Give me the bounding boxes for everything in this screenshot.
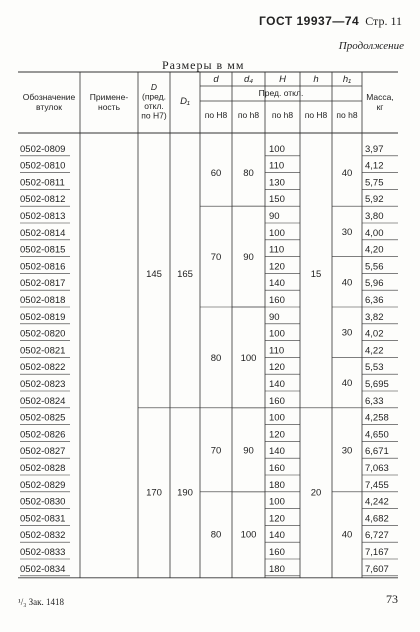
H-cell: 130 [269,177,285,189]
col-header-D-3: по H7) [141,110,167,121]
units-caption: Размеры в мм [162,58,245,72]
H-cell: 160 [269,395,285,407]
col-header-designation: Обозначение [22,92,76,102]
H-cell: 120 [269,513,285,525]
mass-cell: 6,727 [365,530,389,542]
designation-cell: 0502-0824 [20,395,66,407]
designation-cell: 0502-0814 [20,227,66,239]
designation-cell: 0502-0832 [20,530,66,542]
d-cell: 80 [210,529,222,541]
mass-cell: 4,22 [365,345,384,357]
mass-cell: 7,063 [365,463,389,474]
col-header-application-2: ность [98,102,120,112]
designation-cell: 0502-0833 [20,547,66,558]
col-header-d: d [213,74,219,85]
mass-cell: 4,20 [365,244,384,256]
mass-cell: 4,682 [365,513,389,525]
designation-cell: 0502-0829 [20,479,66,491]
mass-cell: 5,75 [365,177,384,189]
mass-cell: 5,53 [365,362,384,374]
d-cell: 80 [210,352,222,364]
designation-cell: 0502-0815 [20,244,66,256]
col-header-h: h [313,74,319,85]
H-cell: 140 [269,379,285,390]
mass-cell: 4,00 [365,227,384,239]
h1-cell: 40 [341,529,353,541]
h1-cell: 30 [341,445,353,457]
D1-cell: 190 [177,487,193,499]
mass-cell: 5,96 [365,278,384,290]
page-number-label: Стр. 11 [365,14,402,28]
d4-cell: 80 [243,168,254,180]
d-cell: 70 [210,445,222,457]
col-header-designation-2: втулок [36,102,62,112]
D-cell: 145 [146,268,162,280]
mass-cell: 5,695 [365,379,389,390]
designation-cell: 0502-0812 [20,194,66,206]
h1-cell: 40 [341,168,353,180]
H-cell: 180 [269,563,285,575]
H-cell: 140 [269,446,285,458]
mass-cell: 4,650 [365,429,389,441]
designation-cell: 0502-0811 [20,177,65,189]
tol-H: по h8 [271,110,294,120]
mass-cell: 4,02 [365,328,384,340]
H-cell: 100 [269,227,285,239]
col-header-D-2: откл. [144,101,164,111]
col-header-D1: D₁ [180,96,190,107]
footer-order: ¹/₃ Зак. 1418 [18,597,64,607]
designation-cell: 0502-0809 [20,143,66,155]
mass-cell: 5,56 [365,261,384,273]
d-cell: 70 [210,252,222,264]
h-cell: 20 [310,487,322,499]
mass-cell: 3,97 [365,143,384,155]
designation-cell: 0502-0827 [20,446,66,458]
col-header-D-0: D [150,82,158,92]
d4-cell: 100 [240,529,257,541]
H-cell: 90 [269,211,280,222]
H-cell: 180 [269,479,285,491]
col-header-mass: Масса, [366,92,394,102]
mass-cell: 7,167 [365,547,389,558]
mass-cell: 6,671 [365,446,389,458]
H-cell: 100 [269,496,285,508]
d4-cell: 100 [240,352,257,364]
tol-h1: по h8 [336,110,358,120]
H-cell: 140 [269,530,285,542]
mass-cell: 4,242 [365,496,389,508]
H-cell: 160 [269,463,285,474]
designation-cell: 0502-0834 [20,563,66,575]
designation-cell: 0502-0821 [20,345,66,357]
D1-cell: 165 [177,268,193,280]
h1-cell: 30 [341,226,353,238]
D-cell: 170 [146,487,162,499]
H-cell: 120 [269,429,285,441]
H-cell: 140 [269,278,285,290]
H-cell: 100 [269,328,285,340]
d4-cell: 90 [243,445,254,457]
h1-cell: 40 [341,378,353,390]
col-header-application: Примене- [89,92,129,102]
h-cell: 15 [310,268,322,280]
col-header-H: H [279,74,286,85]
designation-cell: 0502-0822 [20,362,66,374]
designation-cell: 0502-0810 [20,160,66,172]
continuation-label: Продолжение [338,40,404,52]
designation-cell: 0502-0818 [20,295,66,306]
mass-cell: 5,92 [365,194,384,206]
tol-d4: по h8 [237,110,260,120]
designation-cell: 0502-0825 [20,412,66,424]
d4-cell: 90 [243,252,254,264]
standard-number: ГОСТ 19937—74 [258,14,360,28]
col-header-d4: d₄ [243,74,254,85]
d-cell: 60 [210,168,222,180]
h1-cell: 30 [341,327,353,339]
H-cell: 160 [269,547,285,558]
designation-cell: 0502-0817 [20,278,66,290]
col-header-h1: h₁ [342,74,352,85]
col-header-tolerance: Пред. откл. [258,88,304,98]
mass-cell: 4,12 [365,160,384,172]
footer-page-number: 73 [386,592,398,606]
mass-cell: 4,258 [365,412,389,424]
col-header-mass-2: кг [376,102,384,112]
H-cell: 160 [269,295,285,306]
designation-cell: 0502-0816 [20,261,66,273]
mass-cell: 6,36 [365,295,384,306]
designation-cell: 0502-0831 [20,513,66,525]
H-cell: 100 [269,143,285,155]
tol-d: по H8 [204,110,228,120]
designation-cell: 0502-0823 [20,379,66,390]
designation-cell: 0502-0830 [20,496,66,508]
designation-cell: 0502-0813 [20,211,66,222]
H-cell: 110 [269,244,285,256]
H-cell: 110 [269,160,285,172]
designation-cell: 0502-0828 [20,463,66,474]
mass-cell: 6,33 [365,395,384,407]
tol-h: по H8 [304,110,328,120]
col-header-D-1: (пред. [141,91,167,102]
H-cell: 100 [269,412,285,424]
H-cell: 90 [269,311,280,323]
H-cell: 110 [269,345,285,357]
mass-cell: 7,607 [365,563,389,575]
designation-cell: 0502-0819 [20,311,66,323]
designation-cell: 0502-0820 [20,328,66,340]
mass-cell: 3,82 [365,311,384,323]
mass-cell: 7,455 [365,479,389,491]
h1-cell: 40 [341,277,353,289]
H-cell: 120 [269,261,285,273]
H-cell: 120 [269,362,285,374]
mass-cell: 3,80 [365,211,384,222]
H-cell: 150 [269,194,285,206]
designation-cell: 0502-0826 [20,429,66,441]
